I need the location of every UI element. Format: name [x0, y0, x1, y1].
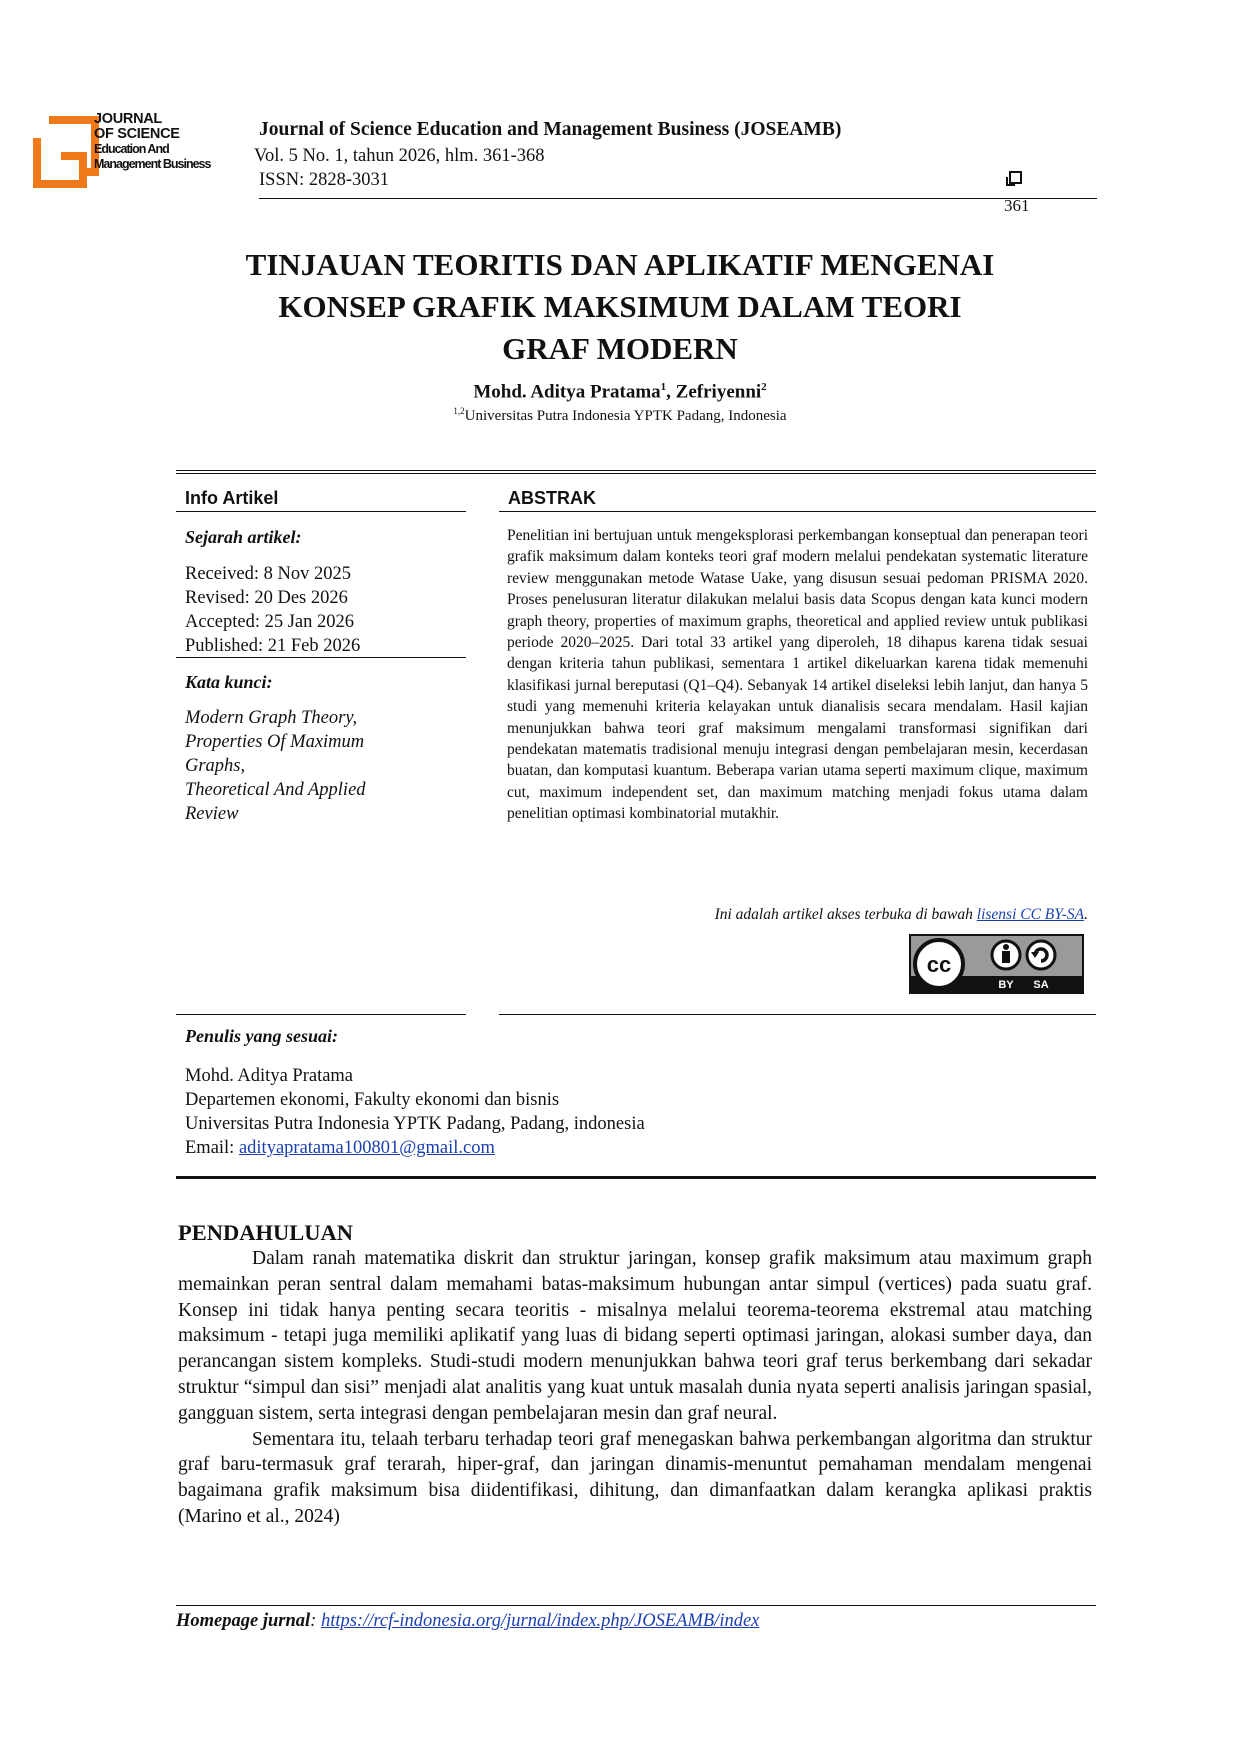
keywords-label: Kata kunci:	[185, 672, 273, 692]
footer-label: Homepage jurnal	[176, 1611, 311, 1631]
info-artikel-heading: Info Artikel	[185, 488, 279, 508]
keyword-item: Modern Graph Theory,	[185, 708, 358, 728]
section-heading-pendahuluan: PENDAHULUAN	[178, 1220, 354, 1245]
badge-cc-text: cc	[926, 952, 952, 977]
affiliation-sup: 1,2	[453, 406, 465, 416]
author-1-sup: 1	[660, 381, 667, 393]
article-history	[185, 562, 360, 658]
logo-line2: OF SCIENCE	[94, 126, 180, 142]
email-link[interactable]: adityapratama100801@gmail.com	[238, 1138, 495, 1158]
affiliation-text: Universitas Putra Indonesia YPTK Padang, Indonesia	[464, 408, 787, 424]
paragraph-1: Dalam ranah matematika diskrit dan struktur jaringan, konsep grafik maksimum atau maximum graph memainkan peran sentral dalam memahami batas-maksimum hubungan antar simpul (vertices) pada suatu graf. Konsep ini tidak hanya penting secara teoritis - misalnya melalui teorema-teorema ekstremal atau matching maksimum - tetapi juga memiliki aplikatif yang luas di bidang seperti optimasi jaringan, alokasi sumber daya, dan perancangan sistem kompleks. Studi-studi modern menunjukkan bahwa teori graf terus berkembang dari sekadar struktur “simpul dan sisi” menjadi alat analitis yang kuat untuk masalah dunia nyata seperti analisis jaringan spasial, gangguan sistem, serta integrasi dengan pembelajaran mesin dan graf neural.	[178, 1248, 1092, 1424]
license-note	[507, 906, 1088, 924]
abstract-text: Penelitian ini bertujuan untuk mengeksplorasi perkembangan konseptual dan penerapan teori grafik maksimum dalam konteks teori graf modern melalui pendekatan systematic literature review menggunakan metode Watase Uake, yang disusun sesuai pedoman PRISMA 2020. Proses penelusuran literatur dilakukan melalui basis data Scopus dengan kata kunci modern graph theory, properties of maximum graphs, theoretical and applied review untuk publikasi periode 2020–2025. Dari total 33 artikel yang diperoleh, 18 dihapus karena tidak sesuai dengan kriteria tahun publikasi, sementara 1 artikel dikeluarkan karena tidak memenuhi klasifikasi jurnal bereputasi (Q1–Q4). Sebanyak 14 artikel diseleksi lebih lanjut, dan hanya 5 studi yang memenuhi kriteria kelayakan untuk dianalisis secara mendalam. Hasil kajian menunjukkan bahwa teori graf maksimum mengalami transformasi signifikan dari pendekatan matematis tradisional menuju integrasi dengan pembelajaran mesin, kecerdasan buatan, dan komputasi kuantum. Beberapa varian utama seperti maximum clique, maximum cut, maximum independent set, dan maximum matching menjadi fokus utama dalam penelitian optimasi kombinatorial mutakhir.	[507, 527, 1088, 823]
badge-by-text: BY	[998, 979, 1014, 991]
abstract-heading-rule	[499, 511, 1096, 512]
info-box-bottom-rule	[176, 1176, 1096, 1179]
license-note-end: .	[1084, 906, 1088, 923]
homepage-link[interactable]: https://rcf-indonesia.org/jurnal/index.php/JOSEAMB/index	[320, 1611, 760, 1631]
accepted-date: Accepted: 25 Jan 2026	[185, 612, 355, 632]
author-2: Zefriyenni	[675, 381, 762, 403]
page-number: 361	[1004, 196, 1030, 215]
journal-name: Journal of Science Education and Management Business (JOSEAMB)	[259, 119, 842, 140]
logo-line3: Education And	[94, 142, 169, 156]
footer	[176, 1611, 759, 1632]
keyword-item: Theoretical And Applied	[185, 780, 366, 800]
paragraph-2: Sementara itu, telaah terbaru terhadap teori graf menegaskan bahwa perkembangan algoritma dan struktur graf baru-termasuk graf terarah, hiper-graf, dan jaringan dinamis-menuntut pemahaman mendalam mengenai bagaimana grafik maksimum bisa diidentifikasi, dihitung, dan dimanfaatkan dalam kerangka aplikasi praktis (Marino et al., 2024)	[178, 1428, 1092, 1527]
title-line1: TINJAUAN TEORITIS DAN APLIKATIF MENGENAI	[245, 247, 995, 282]
info-bottom-rule	[176, 1014, 466, 1015]
corresponding-dept: Departemen ekonomi, Fakulty ekonomi dan bisnis	[185, 1090, 560, 1110]
corresponding-univ: Universitas Putra Indonesia YPTK Padang, Padang, indonesia	[185, 1114, 645, 1134]
journal-logo-icon	[33, 116, 99, 188]
info-heading-rule	[176, 511, 466, 512]
abstract-bottom-rule	[499, 1014, 1096, 1015]
license-note-text: Ini adalah artikel akses terbuka di bawah	[714, 906, 977, 923]
journal-logo-text	[94, 112, 234, 172]
revised-date: Revised: 20 Des 2026	[185, 588, 348, 608]
corresponding-author	[185, 1064, 645, 1160]
cc-by-sa-badge[interactable]	[909, 934, 1084, 994]
logo-line4: Management Business	[94, 157, 211, 171]
keyword-item: Graphs,	[185, 756, 246, 776]
history-label: Sejarah artikel:	[185, 527, 302, 547]
paper-title	[120, 244, 1120, 370]
keyword-item: Properties Of Maximum	[185, 732, 365, 752]
info-box-top-rule-2	[176, 473, 1096, 474]
author-separator: ,	[666, 381, 676, 403]
corresponding-email-row	[185, 1136, 645, 1160]
journal-issn: ISSN: 2828-3031	[259, 170, 390, 190]
header-divider	[259, 198, 1097, 199]
journal-volume: Vol. 5 No. 1, tahun 2026, hlm. 361-368	[254, 146, 545, 166]
keyword-item: Review	[185, 804, 239, 824]
keywords-list	[185, 706, 450, 826]
corresponding-name: Mohd. Aditya Pratama	[185, 1066, 354, 1086]
author-list	[120, 381, 1120, 403]
affiliation	[120, 406, 1120, 425]
info-box-top-rule-1	[176, 470, 1096, 471]
title-line3: GRAF MODERN	[502, 331, 738, 366]
abstract-heading: ABSTRAK	[508, 488, 596, 508]
received-date: Received: 8 Nov 2025	[185, 564, 351, 584]
author-2-sup: 2	[761, 381, 767, 393]
square-bullet-icon	[1009, 171, 1022, 184]
footer-divider	[176, 1605, 1096, 1606]
email-label: Email:	[185, 1138, 239, 1158]
logo-line1: JOURNAL	[94, 111, 162, 127]
author-1: Mohd. Aditya Pratama	[473, 381, 661, 403]
badge-sa-text: SA	[1033, 979, 1049, 991]
license-link[interactable]: lisensi CC BY-SA	[976, 906, 1085, 923]
footer-colon: :	[310, 1611, 321, 1631]
cc-badge-icon	[911, 936, 1082, 992]
history-rule	[176, 657, 466, 658]
body-text	[178, 1246, 1092, 1530]
title-line2: KONSEP GRAFIK MAKSIMUM DALAM TEORI	[278, 289, 962, 324]
published-date: Published: 21 Feb 2026	[185, 636, 361, 656]
corresponding-label: Penulis yang sesuai:	[185, 1026, 339, 1046]
